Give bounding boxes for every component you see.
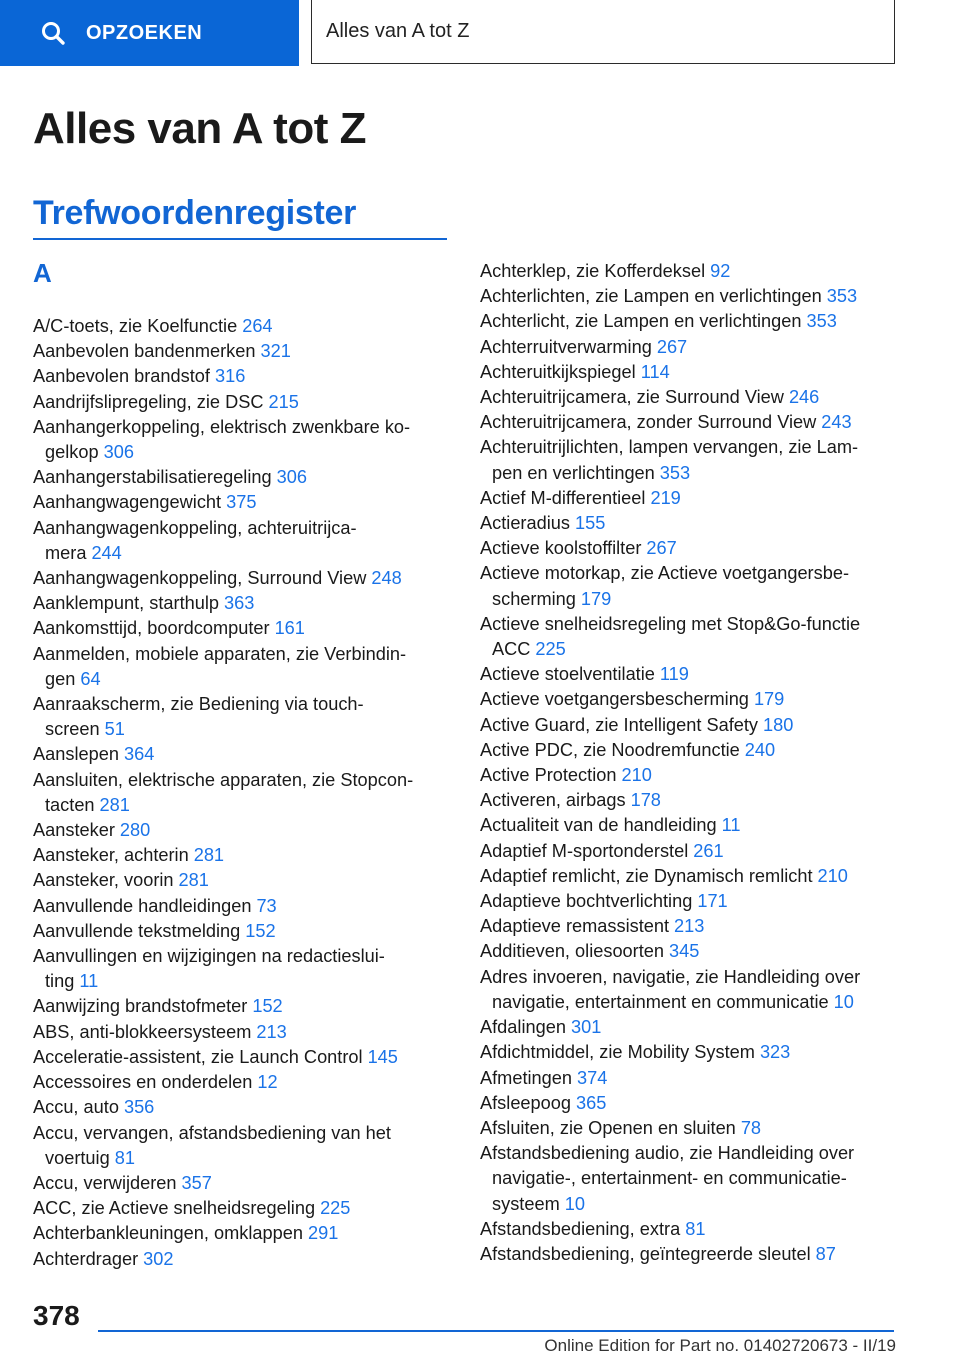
index-entry-term-continuation: navigatie, entertainment en communicatie (492, 991, 829, 1012)
index-page-link[interactable]: 306 (103, 442, 134, 463)
index-entry-term: Achterklep, zie Kofferdeksel (480, 261, 706, 281)
index-entry-term: Aansluiten, elektrische apparaten, zie Stopcon- (33, 769, 414, 790)
index-entry (33, 894, 453, 919)
index-entry (33, 1020, 453, 1045)
index-entry-term: Afdichtmiddel, zie Mobility System (480, 1042, 755, 1063)
index-entry (480, 813, 900, 838)
index-page-link[interactable]: 12 (257, 1072, 278, 1093)
index-entry-term: Accessoires en onderdelen (33, 1072, 253, 1093)
index-entry-term: Active Guard, zie Intelligent Safety (480, 714, 759, 735)
index-page-link[interactable]: 81 (685, 1218, 706, 1239)
index-page-link[interactable]: 119 (659, 664, 689, 685)
index-page-link[interactable]: 10 (833, 991, 854, 1012)
index-entry-term: Achteruitrijcamera, zonder Surround View (480, 412, 817, 433)
index-entry-term: Actieradius (480, 513, 570, 534)
index-page-link[interactable]: 364 (123, 744, 155, 765)
index-entry-term: Aanmelden, mobiele apparaten, zie Verbindin- (33, 643, 407, 664)
index-entry-term: Achterlichten, zie Lampen en verlichtingen (480, 286, 822, 307)
index-entry-term: Adaptief remlicht, zie Dynamisch remlicht (480, 865, 813, 886)
index-page-link[interactable]: 11 (79, 971, 99, 992)
index-entry-term: A/C-toets, zie Koelfunctie (33, 316, 238, 336)
index-entry-term: Aanbevolen brandstof (33, 366, 210, 387)
index-entry-term: Active PDC, zie Noodremfunctie (480, 739, 740, 760)
index-entry-term: Actieve voetgangersbescherming (480, 689, 749, 710)
section-divider (33, 238, 447, 240)
index-entry-term: Actieve snelheidsregeling met Stop&Go-functie (480, 613, 861, 634)
index-entry-term: Aanklempunt, starthulp (33, 593, 220, 614)
index-entry-term: ABS, anti-blokkeersysteem (33, 1021, 252, 1042)
index-page-link[interactable]: 92 (710, 261, 731, 281)
index-entry-term: Actieve motorkap, zie Actieve voetgangersbe- (480, 563, 849, 584)
index-entry-term: Afsluiten, zie Openen en sluiten (480, 1117, 736, 1138)
index-page-link[interactable]: 81 (114, 1147, 135, 1168)
index-entry-term: Activeren, airbags (480, 790, 626, 811)
index-entry-term: Aansteker, achterin (33, 845, 189, 866)
index-entry-term-continuation: gelkop (45, 442, 99, 463)
index-entry (480, 687, 900, 712)
index-entry (33, 1196, 453, 1221)
index-page-link[interactable]: 375 (226, 492, 257, 513)
index-page-link[interactable]: 145 (367, 1046, 398, 1067)
index-page-link[interactable]: 10 (564, 1193, 585, 1214)
index-entry (33, 843, 453, 868)
index-entry-term: Actieve koolstoffilter (480, 538, 642, 559)
breadcrumb[interactable] (311, 0, 895, 64)
index-entry (480, 335, 900, 360)
index-page-link[interactable]: 225 (320, 1198, 351, 1219)
index-page-link[interactable]: 78 (740, 1117, 762, 1138)
index-entry (480, 939, 900, 964)
index-page-link[interactable]: 280 (119, 820, 151, 841)
index-entry-term: Aanhangwagenkoppeling, Surround View (33, 568, 367, 589)
search-icon (40, 20, 66, 46)
index-entry-term-continuation: navigatie-, entertainment- en communicatie- (492, 1168, 847, 1189)
index-page-link[interactable]: 353 (806, 311, 837, 332)
index-page-link[interactable]: 374 (577, 1067, 608, 1088)
index-entry (33, 768, 453, 818)
index-page-link[interactable]: 178 (630, 790, 661, 811)
index-entry-term: Accu, auto (33, 1097, 119, 1118)
index-page-link[interactable]: 306 (276, 467, 307, 488)
index-page-link[interactable]: 357 (181, 1172, 212, 1193)
index-entry (33, 1045, 453, 1070)
index-entry-term-continuation: mera (45, 542, 87, 563)
index-entry (33, 1121, 453, 1171)
index-entry-term: Aandrijfslipregeling, zie DSC (33, 391, 264, 412)
index-entry-term: ACC, zie Actieve snelheidsregeling (33, 1198, 316, 1219)
index-page-link[interactable]: 240 (744, 739, 776, 760)
index-entry-term: Aanwijzing brandstofmeter (33, 996, 248, 1017)
index-page-link[interactable]: 171 (697, 891, 728, 912)
index-entry (480, 612, 900, 662)
index-page-link[interactable]: 64 (80, 668, 101, 689)
index-entry-term: Adres invoeren, navigatie, zie Handleiding over (480, 966, 861, 987)
index-entry-term: Afmetingen (480, 1067, 573, 1088)
index-entry (33, 339, 453, 364)
index-entry-term: Actieve stoelventilatie (480, 664, 655, 685)
search-button[interactable] (0, 0, 299, 66)
index-entry-term: Aanhangwagengewicht (33, 492, 222, 513)
index-entry (33, 465, 453, 490)
section-title: Trefwoordenregister (33, 194, 357, 232)
footer-divider (98, 1330, 894, 1332)
index-entry-term-continuation: ting (45, 971, 75, 992)
index-page-link[interactable]: 323 (759, 1042, 791, 1063)
index-page-link[interactable]: 114 (640, 361, 670, 382)
index-page-link[interactable]: 267 (656, 336, 688, 357)
index-entry (480, 561, 900, 611)
index-entry (480, 486, 900, 511)
index-page-link[interactable]: 291 (307, 1223, 339, 1244)
index-entry (33, 994, 453, 1019)
index-entry (33, 390, 453, 415)
index-entry-term: Afstandsbediening, geïntegreerde sleutel (480, 1243, 811, 1264)
index-entry (33, 919, 453, 944)
index-page-link[interactable]: 73 (256, 895, 277, 916)
index-page-link[interactable]: 219 (650, 487, 681, 508)
index-entry (480, 839, 900, 864)
index-entry-term-continuation: screen (45, 719, 100, 740)
index-entry-term: Aansteker, voorin (33, 870, 174, 891)
index-page-link[interactable]: 179 (580, 588, 612, 609)
index-entry-term: Aanvullingen en wijzigingen na redactieslui- (33, 946, 385, 967)
index-entry-term: Adaptieve remassistent (480, 916, 670, 937)
page-number: 378 (33, 1300, 80, 1331)
index-entry-term-continuation: systeem (492, 1193, 560, 1214)
top-navigation-bar (0, 0, 960, 66)
index-entry-term: Afsleepoog (480, 1092, 572, 1113)
index-entry (480, 385, 900, 410)
index-entry (480, 914, 900, 939)
index-entry (33, 314, 453, 339)
index-page-link[interactable]: 321 (260, 341, 291, 362)
index-page-link[interactable]: 316 (214, 366, 246, 387)
index-entry-term: Actief M-differentieel (480, 487, 646, 508)
index-entry-term: Acceleratie-assistent, zie Launch Control (33, 1046, 363, 1067)
index-entry (33, 566, 453, 591)
index-entry (480, 1141, 900, 1217)
index-entry-term: Aansteker (33, 820, 115, 841)
index-entry-term: Achterlicht, zie Lampen en verlichtingen (480, 311, 802, 332)
index-column-right (480, 259, 900, 1267)
index-entry (480, 536, 900, 561)
index-entry (33, 490, 453, 515)
index-page-link[interactable]: 267 (646, 538, 677, 559)
index-page-link[interactable]: 363 (224, 593, 255, 614)
index-page-link[interactable]: 243 (821, 412, 852, 433)
index-entry-term: Afstandsbediening, extra (480, 1218, 681, 1239)
index-entry (480, 1116, 900, 1141)
index-entry-term-continuation: ACC (492, 639, 531, 660)
index-entry-term: Additieven, oliesoorten (480, 941, 665, 962)
index-entry-term: Aankomsttijd, boordcomputer (33, 618, 270, 639)
index-page-link[interactable]: 353 (826, 286, 858, 307)
index-entry-term-continuation: voertuig (45, 1147, 110, 1168)
index-page-link[interactable]: 244 (91, 542, 122, 563)
index-entry-term: Adaptieve bochtverlichting (480, 891, 693, 912)
index-entry (480, 410, 900, 435)
index-page-link[interactable]: 225 (535, 639, 566, 660)
index-entry (480, 763, 900, 788)
index-page-link[interactable]: 215 (268, 391, 299, 412)
index-entry (480, 662, 900, 687)
index-column-left (33, 314, 453, 1272)
index-entry-term: Aanbevolen bandenmerken (33, 341, 256, 362)
index-page-link[interactable]: 152 (252, 996, 283, 1017)
index-entry (480, 259, 900, 284)
index-entry-term: Aanhangwagenkoppeling, achteruitrijca- (33, 517, 357, 538)
index-entry (33, 642, 453, 692)
index-page-link[interactable]: 353 (659, 462, 691, 483)
index-entry (33, 1095, 453, 1120)
index-entry-term: Adaptief M-sportonderstel (480, 840, 689, 861)
index-entry (480, 360, 900, 385)
index-page-link[interactable]: 51 (104, 719, 125, 740)
index-entry-term: Achterdrager (33, 1248, 139, 1269)
index-entry (480, 1040, 900, 1065)
index-page-link[interactable]: 161 (274, 618, 305, 639)
index-entry (33, 616, 453, 641)
index-entry (480, 788, 900, 813)
index-entry (33, 415, 453, 465)
index-entry-term-continuation: scherming (492, 588, 576, 609)
index-entry (480, 738, 900, 763)
index-entry (480, 713, 900, 738)
index-entry (480, 1015, 900, 1040)
index-page-link[interactable]: 246 (788, 387, 820, 408)
index-page-link[interactable]: 155 (574, 513, 606, 534)
index-entry-term: Aanraakscherm, zie Bediening via touch- (33, 694, 364, 715)
index-page-link[interactable]: 356 (123, 1097, 155, 1118)
index-entry-term-continuation: gen (45, 668, 76, 689)
index-entry (480, 1242, 900, 1267)
page-title: Alles van A tot Z (33, 104, 366, 153)
index-page-link[interactable]: 213 (256, 1021, 287, 1042)
index-entry (33, 944, 453, 994)
index-page-link[interactable]: 179 (753, 689, 785, 710)
index-page-link[interactable]: 365 (576, 1092, 607, 1113)
index-page-link[interactable]: 213 (674, 916, 705, 937)
index-entry-term: Achterruitverwarming (480, 336, 652, 357)
index-page-link[interactable]: 281 (99, 794, 130, 815)
index-entry (480, 435, 900, 485)
index-page-link[interactable]: 281 (193, 845, 225, 866)
index-entry-term: Achteruitrijlichten, lampen vervangen, zie Lam- (480, 437, 859, 458)
index-entry-term: Accu, verwijderen (33, 1172, 177, 1193)
index-entry (480, 1217, 900, 1242)
index-entry-term: Aanvullende tekstmelding (33, 920, 241, 941)
index-entry (33, 364, 453, 389)
index-entry-term: Achterbankleuningen, omklappen (33, 1223, 303, 1244)
index-entry-term-continuation: tacten (45, 794, 95, 815)
index-entry-term: Accu, vervangen, afstandsbediening van het (33, 1122, 391, 1143)
breadcrumb-label: Alles van A tot Z (326, 20, 470, 42)
index-entry (33, 1171, 453, 1196)
index-letter-heading: A (33, 258, 52, 288)
index-entry-term: Afstandsbediening audio, zie Handleiding over (480, 1143, 855, 1164)
index-page-link[interactable]: 210 (621, 765, 652, 786)
index-page-link[interactable]: 87 (815, 1243, 836, 1264)
index-entry-term: Active Protection (480, 765, 617, 786)
index-entry (480, 1091, 900, 1116)
index-entry-term: Actualiteit van de handleiding (480, 815, 717, 836)
index-page-link[interactable]: 11 (721, 815, 741, 836)
index-entry-term: Achteruitrijcamera, zie Surround View (480, 387, 784, 408)
index-entry-term: Aanhangerkoppeling, elektrisch zwenkbare ko- (33, 416, 411, 437)
index-entry (33, 1247, 453, 1272)
footer-edition-text: Online Edition for Part no. 01402720673 - II/19 (544, 1336, 896, 1355)
index-entry (480, 864, 900, 889)
index-page-link[interactable]: 210 (817, 865, 848, 886)
index-entry (33, 742, 453, 767)
index-page-link[interactable]: 264 (242, 316, 273, 336)
index-entry (33, 1070, 453, 1095)
index-entry-term: Aanhangerstabilisatieregeling (33, 467, 272, 488)
index-entry (33, 1221, 453, 1246)
index-page-link[interactable]: 301 (570, 1017, 602, 1038)
index-page-link[interactable]: 261 (693, 840, 724, 861)
index-entry-term-continuation: pen en verlichtingen (492, 462, 655, 483)
index-entry-term: Afdalingen (480, 1017, 566, 1038)
index-entry (480, 511, 900, 536)
index-entry-term: Achteruitkijkspiegel (480, 361, 636, 382)
index-entry (33, 818, 453, 843)
index-entry (33, 516, 453, 566)
index-entry-term: Aanslepen (33, 744, 119, 765)
index-page-link[interactable]: 152 (245, 920, 276, 941)
index-entry (33, 868, 453, 893)
index-page-link[interactable]: 281 (178, 870, 209, 891)
index-entry (480, 284, 900, 309)
index-page-link[interactable]: 248 (371, 568, 402, 589)
index-page-link[interactable]: 180 (763, 714, 794, 735)
index-entry (480, 889, 900, 914)
index-entry (480, 965, 900, 1015)
index-entry (33, 591, 453, 616)
index-entry-term: Aanvullende handleidingen (33, 895, 252, 916)
index-entry (480, 309, 900, 334)
index-page-link[interactable]: 302 (143, 1248, 174, 1269)
index-page-link[interactable]: 345 (669, 941, 700, 962)
index-entry (480, 1066, 900, 1091)
search-button-label: OPZOEKEN (86, 21, 203, 44)
index-entry (33, 692, 453, 742)
